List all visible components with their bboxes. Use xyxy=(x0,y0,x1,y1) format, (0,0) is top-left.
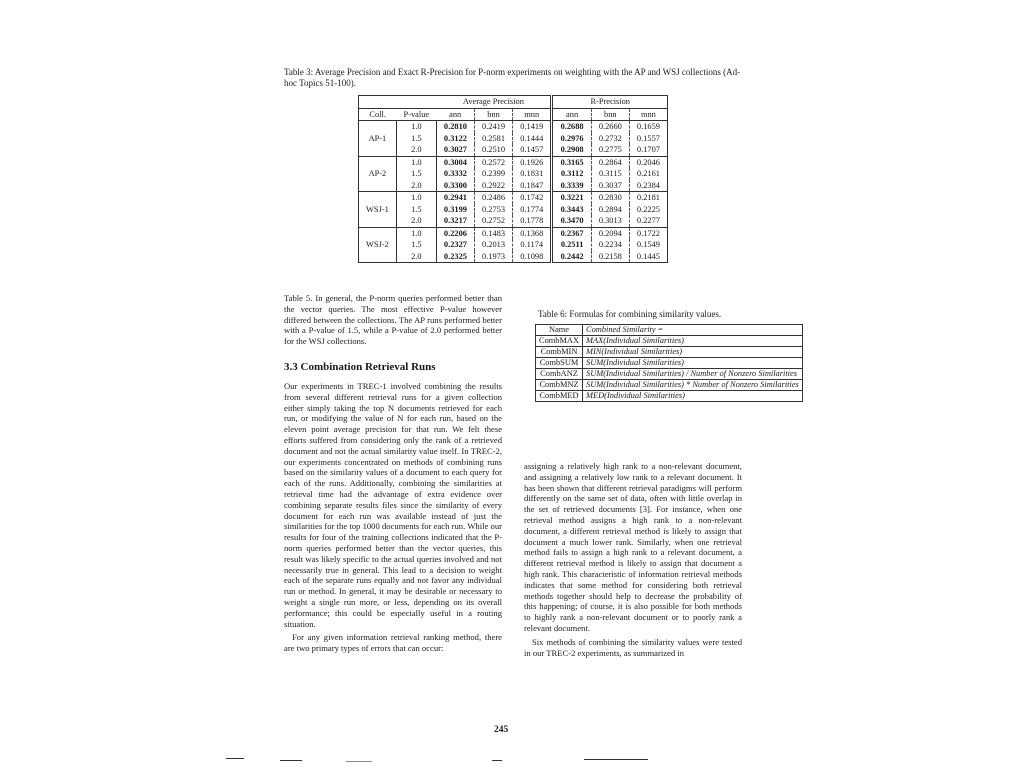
table3-cell-value: 0.1659 xyxy=(636,122,660,132)
table6-cell-name: CombSUM xyxy=(536,358,583,369)
table3-cell-value: 0.2810 xyxy=(436,121,474,133)
table3-cell-value: 0.1774 xyxy=(513,204,552,216)
table3-cell-value: 0.2572 xyxy=(474,156,512,168)
table3-cell-value: 0.1847 xyxy=(513,180,552,192)
table3-cell-value: 0.3027 xyxy=(436,144,474,156)
table-row xyxy=(359,121,668,133)
table6-caption: Table 6: Formulas for combining similarity values. xyxy=(538,309,722,319)
table3-cell-coll: WSJ-2 xyxy=(359,227,397,263)
table3-cell-value: 0.1098 xyxy=(513,251,552,263)
left-top-paragraph: Table 5. In general, the P-norm queries performed better than the vector queries. The most effective P-value however differed between the collections. The AP runs performed better with a P-value of 1.5, while a P-value of 2.0 performed better for the WSJ collections. xyxy=(284,293,502,347)
table3-cell-value: 0.1174 xyxy=(513,239,552,251)
table3-cell-value: 0.1926 xyxy=(513,156,552,168)
table-row xyxy=(536,336,803,347)
table-row xyxy=(359,168,668,180)
table3-cell-value: 0.3300 xyxy=(436,180,474,192)
table3-cell-value: 0.2922 xyxy=(474,180,512,192)
table3-cell-value: 0.2894 xyxy=(591,204,629,216)
table3-cell-pvalue: 1.5 xyxy=(396,204,436,216)
table3-cell-pvalue: 1.0 xyxy=(396,192,436,204)
table6-header-formula: Combined Similarity = xyxy=(583,325,803,336)
left-paragraph-1: Our experiments in TREC-1 involved combining the results from several different retrieval runs for a given collection either simply taking the top N documents retrieved for each run, or modifying the value of N for each run, based on the eleven point average precision for that run. We felt these efforts suffered from considering only the rank of a retrieved document and not the actual similarity value itself. In TREC-2, our experiments concentrated on methods of combining runs based on the similarity values of a document to each query for each of the runs. Additionally, combining the similarities at retrieval time had the advantage of extra evidence over combining separate results files since the similarity of every document for each run was available instead of just the similarities for the top 1000 documents for each run. While our results for four of the training collections indicated that the P-norm queries performed better than the vector queries, this result was likely specific to the actual queries involved and not necessarily true in general. This lead to a decision to weight each of the separate runs equally and not favor any individual run or method. In general, it may be desirable or necessary to weight a single run more, or less, depending on its overall performance; this could be especially useful in a routing situation. xyxy=(284,381,502,629)
table6-cell-name: CombANZ xyxy=(536,369,583,380)
table6-cell-formula: SUM(Individual Similarities) xyxy=(583,358,803,369)
table6-cell-name: CombMIN xyxy=(536,347,583,358)
table-row xyxy=(359,227,668,239)
table6-cell-formula: SUM(Individual Similarities) * Number of Nonzero Similarities xyxy=(583,380,803,391)
section-title: 3.3 Combination Retrieval Runs xyxy=(284,361,436,373)
left-paragraph-2: For any given information retrieval ranking method, there are two primary types of errors that can occur: xyxy=(284,632,502,654)
table3-cell-value: 0.1722 xyxy=(636,228,660,238)
table-row xyxy=(359,204,668,216)
table3-cell-value: 0.1973 xyxy=(474,251,512,263)
table-row xyxy=(359,251,668,263)
table6-header-name: Name xyxy=(536,325,583,336)
table3-cell-pvalue: 2.0 xyxy=(396,180,436,192)
right-paragraph-1: assigning a relatively high rank to a non-relevant document, and assigning a relatively low rank to a relevant document. It has been shown that different retrieval paradigms will perform differently on the same set of data, often with little overlap in the set of retrieved documents [3]. For instance, when one retrieval method assigns a high rank to a non-relevant document, a different retrieval method is likely to assign that document a much lower rank. Similarly, when one retrieval method fails to assign a high rank to a relevant document, a different retrieval method is likely to assign that document a high rank. This characteristic of information retrieval methods indicates that some method for considering both retrieval methods together should help to decrease the probability of this happening; of course, it is also possible for both methods to highly rank a non-relevant document or to poorly rank a relevant document. xyxy=(524,461,742,633)
table3-cell-value: 0.2732 xyxy=(591,133,629,145)
table3-cell-value: 0.3165 xyxy=(552,156,591,168)
table3-cell-pvalue: 1.0 xyxy=(396,156,436,168)
table3-cell-pvalue: 2.0 xyxy=(396,215,436,227)
table3-cell-value: 0.2510 xyxy=(474,144,512,156)
table6-cell-name: CombMNZ xyxy=(536,380,583,391)
table-row xyxy=(359,133,668,145)
table-row xyxy=(359,144,668,156)
table-row xyxy=(359,215,668,227)
table3-cell-value: 0.2013 xyxy=(474,239,512,251)
table-row xyxy=(536,391,803,402)
table3-header-mnn: mnn xyxy=(629,108,667,121)
table3-cell-coll: AP-2 xyxy=(359,156,397,192)
table6-cell-name: CombMED xyxy=(536,391,583,402)
table3-header-coll: Coll. xyxy=(359,108,397,121)
table3-cell-value: 0.2830 xyxy=(591,192,629,204)
table3-cell-value: 0.3443 xyxy=(552,204,591,216)
table3-cell-value: 0.3037 xyxy=(591,180,629,192)
table3-cell-value: 0.2688 xyxy=(552,121,591,133)
scan-mark xyxy=(226,758,244,759)
table-row xyxy=(536,358,803,369)
table3-cell-coll: WSJ-1 xyxy=(359,192,397,228)
table3-cell-value: 0.2327 xyxy=(436,239,474,251)
table3-cell-value: 0.3122 xyxy=(436,133,474,145)
table3-header-bnn: bnn xyxy=(474,108,512,121)
table-row xyxy=(536,369,803,380)
table3-cell-value: 0.3013 xyxy=(591,215,629,227)
table3-cell-value: 0.2775 xyxy=(591,144,629,156)
table3-cell-value: 0.1778 xyxy=(513,215,552,227)
scan-mark xyxy=(584,759,648,760)
table3-cell-value: 0.1445 xyxy=(636,251,660,261)
table3-cell-value: 0.1549 xyxy=(636,240,660,250)
table3-cell-value: 0.2941 xyxy=(436,192,474,204)
table3-cell-value: 0.2367 xyxy=(552,227,591,239)
table3-cell-value: 0.2206 xyxy=(436,227,474,239)
table3-group-r-precision: R-Precision xyxy=(552,96,668,109)
table3-cell-value: 0.1419 xyxy=(513,121,552,133)
table3-cell-value: 0.3112 xyxy=(552,168,591,180)
table3-cell-value: 0.1444 xyxy=(513,133,552,145)
table3-cell-value: 0.2161 xyxy=(636,169,660,179)
table3-cell-value: 0.2660 xyxy=(591,121,629,133)
page-number: 245 xyxy=(494,725,509,735)
table3-cell-value: 0.3332 xyxy=(436,168,474,180)
table6-cell-formula: SUM(Individual Similarities) / Number of Nonzero Similarities xyxy=(583,369,803,380)
table3-cell-value: 0.2976 xyxy=(552,133,591,145)
table3-header-ann: ann xyxy=(552,108,591,121)
table3-cell-value: 0.2094 xyxy=(591,227,629,239)
table3-cell-value: 0.2158 xyxy=(591,251,629,263)
table3-cell-pvalue: 2.0 xyxy=(396,144,436,156)
table3-cell-value: 0.2181 xyxy=(636,193,660,203)
table3-header-bnn: bnn xyxy=(591,108,629,121)
table3-header-ann: ann xyxy=(436,108,474,121)
table3-cell-value: 0.2581 xyxy=(474,133,512,145)
table-row xyxy=(359,180,668,192)
table3-cell-value: 0.2419 xyxy=(474,121,512,133)
table3 xyxy=(358,95,668,263)
table3-cell-value: 0.1368 xyxy=(513,227,552,239)
table3-cell-value: 0.1742 xyxy=(513,192,552,204)
table3-cell-coll: AP-1 xyxy=(359,121,397,157)
table3-cell-value: 0.1457 xyxy=(513,144,552,156)
table3-cell-value: 0.2864 xyxy=(591,156,629,168)
table3-group-avg-precision: Average Precision xyxy=(436,96,552,109)
table3-cell-pvalue: 1.5 xyxy=(396,239,436,251)
table3-cell-pvalue: 2.0 xyxy=(396,251,436,263)
table-row xyxy=(359,239,668,251)
table3-cell-value: 0.2486 xyxy=(474,192,512,204)
table3-cell-pvalue: 1.0 xyxy=(396,121,436,133)
table3-cell-pvalue: 1.5 xyxy=(396,133,436,145)
table3-cell-value: 0.2399 xyxy=(474,168,512,180)
table6-cell-formula: MAX(Individual Similarities) xyxy=(583,336,803,347)
table3-cell-value: 0.3217 xyxy=(436,215,474,227)
table3-cell-value: 0.3221 xyxy=(552,192,591,204)
left-body xyxy=(284,381,502,657)
table6 xyxy=(535,324,803,402)
table3-cell-value: 0.2511 xyxy=(552,239,591,251)
table3-cell-value: 0.3199 xyxy=(436,204,474,216)
table3-cell-pvalue: 1.0 xyxy=(396,227,436,239)
table3-cell-value: 0.2046 xyxy=(636,157,660,167)
table3-cell-value: 0.2752 xyxy=(474,215,512,227)
table3-cell-value: 0.3339 xyxy=(552,180,591,192)
table3-caption: Table 3: Average Precision and Exact R-Precision for P-norm experiments on weighting with the AP and WSJ collections (Ad-hoc Topics 51-100). xyxy=(284,67,741,88)
table3-cell-value: 0.3470 xyxy=(552,215,591,227)
table6-cell-name: CombMAX xyxy=(536,336,583,347)
scan-mark xyxy=(346,761,372,762)
table-row xyxy=(536,380,803,391)
table3-cell-value: 0.2225 xyxy=(636,204,660,214)
table3-cell-value: 0.1483 xyxy=(474,227,512,239)
table3-cell-value: 0.2277 xyxy=(636,216,660,226)
table3-cell-value: 0.1557 xyxy=(636,133,660,143)
table3-header-mnn: mnn xyxy=(513,108,552,121)
table3-cell-value: 0.1707 xyxy=(636,145,660,155)
table3-cell-pvalue: 1.5 xyxy=(396,168,436,180)
table3-cell-value: 0.2442 xyxy=(552,251,591,263)
table3-cell-value: 0.2908 xyxy=(552,144,591,156)
table3-header-pvalue: P-value xyxy=(396,108,436,121)
right-body xyxy=(524,461,742,661)
table3-cell-value: 0.1831 xyxy=(513,168,552,180)
table-row xyxy=(536,347,803,358)
table3-cell-value: 0.2325 xyxy=(436,251,474,263)
scan-mark xyxy=(280,760,302,761)
table-row xyxy=(359,156,668,168)
table6-cell-formula: MED(Individual Similarities) xyxy=(583,391,803,402)
right-paragraph-2: Six methods of combining the similarity values were tested in our TREC-2 experiments, as summarized in xyxy=(524,636,742,658)
table3-cell-value: 0.3004 xyxy=(436,156,474,168)
scan-mark xyxy=(492,760,502,761)
table3-cell-value: 0.2753 xyxy=(474,204,512,216)
table3-cell-value: 0.2384 xyxy=(636,180,660,190)
table6-cell-formula: MIN(Individual Similarities) xyxy=(583,347,803,358)
table3-cell-value: 0.2234 xyxy=(591,239,629,251)
table-row xyxy=(359,192,668,204)
table3-cell-value: 0.3115 xyxy=(591,168,629,180)
